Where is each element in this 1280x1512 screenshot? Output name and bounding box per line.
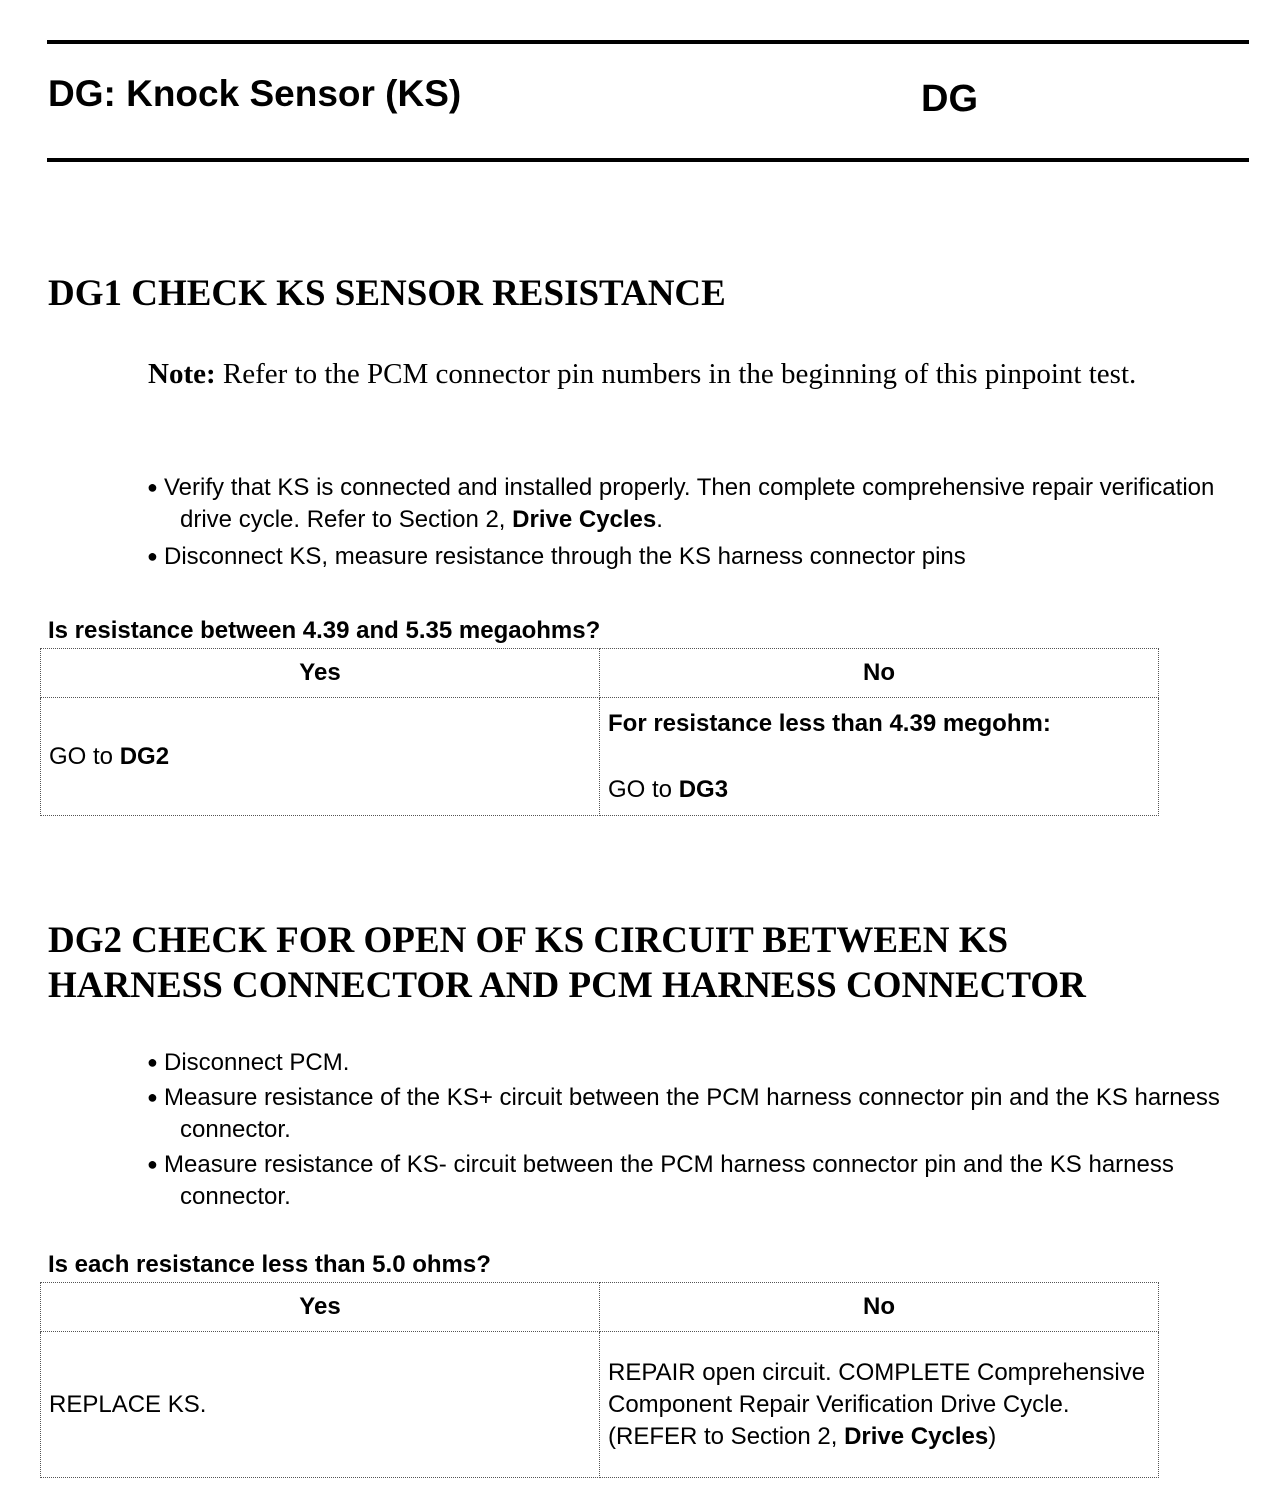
yes-cell: REPLACE KS. — [41, 1332, 600, 1478]
bullet-icon: ● — [147, 477, 158, 497]
list-item: ● Measure resistance of KS- circuit between the PCM harness connector pin and the KS harness connector. — [130, 1148, 1240, 1213]
go-to-dg2-link[interactable]: DG2 — [119, 742, 170, 770]
go-to-dg3-link[interactable]: DG3 — [678, 776, 729, 803]
yes-header: Yes — [41, 1283, 600, 1332]
no-header: No — [600, 649, 1159, 698]
note-label: Note: — [148, 358, 216, 390]
header-bottom-rule — [47, 158, 1249, 162]
drive-cycles-link[interactable]: Drive Cycles — [512, 506, 657, 533]
table-row — [41, 1332, 1159, 1478]
no-action: GO to DG3 — [608, 776, 729, 803]
list-item: ● Disconnect PCM. — [130, 1046, 1240, 1079]
dg2-answer-table — [40, 1282, 1159, 1478]
dg2-heading: DG2 CHECK FOR OPEN OF KS CIRCUIT BETWEEN KS HARNESS CONNECTOR AND PCM HARNESS CONNECTOR — [48, 920, 1086, 1006]
list-item: ● Measure resistance of the KS+ circuit between the PCM harness connector pin and the KS harness connector. — [130, 1081, 1240, 1146]
dg1-steps — [130, 471, 1240, 577]
bullet-icon: ● — [147, 546, 158, 566]
list-item: ● Disconnect KS, measure resistance through the KS harness connector pins — [130, 540, 1240, 573]
dg1-question: Is resistance between 4.39 and 5.35 megaohms? — [48, 617, 601, 644]
top-rule — [47, 40, 1249, 44]
section-code: DG — [921, 78, 978, 120]
table-row — [41, 698, 1159, 816]
no-condition: For resistance less than 4.39 megohm: — [608, 710, 1051, 737]
table-header-row — [41, 1283, 1159, 1332]
drive-cycles-link[interactable]: Drive Cycles — [844, 1422, 989, 1450]
table-header-row — [41, 649, 1159, 698]
bullet-icon: ● — [147, 1154, 158, 1174]
bullet-icon: ● — [147, 1087, 158, 1107]
note-text: Refer to the PCM connector pin numbers in the beginning of this pinpoint test. — [215, 358, 1137, 390]
dg1-heading: DG1 CHECK KS SENSOR RESISTANCE — [48, 273, 726, 314]
dg2-steps — [130, 1046, 1240, 1215]
no-cell: REPAIR open circuit. COMPLETE Comprehensive Component Repair Verification Drive Cycle. (REFER to Section 2, Drive Cycles) — [600, 1332, 1159, 1478]
list-item: ● Verify that KS is connected and installed properly. Then complete comprehensive repair verification drive cycle. Refer to Section 2, Drive Cycles. — [130, 471, 1240, 536]
no-cell — [600, 698, 1159, 816]
dg2-question: Is each resistance less than 5.0 ohms? — [48, 1251, 491, 1278]
page-title: DG: Knock Sensor (KS) — [48, 73, 462, 114]
bullet-icon: ● — [147, 1052, 158, 1072]
no-header: No — [600, 1283, 1159, 1332]
yes-header: Yes — [41, 649, 600, 698]
yes-cell: GO to DG2 — [41, 698, 600, 816]
dg1-answer-table — [40, 648, 1159, 816]
dg1-note — [148, 355, 1238, 393]
